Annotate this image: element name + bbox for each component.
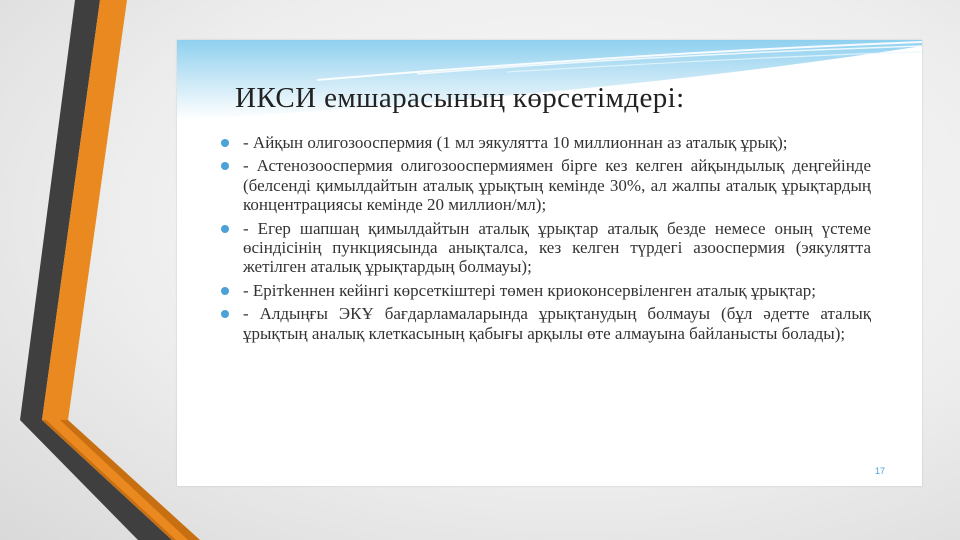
bullet-dot-icon — [221, 287, 229, 295]
list-item — [221, 133, 871, 152]
list-item — [221, 156, 871, 214]
orange-stripe-lower-highlight — [46, 420, 188, 540]
page-number: 17 — [875, 466, 886, 476]
bullet-text: - Астенозооспермия олигозооспермиямен бірге кез келген айқындылық деңгейінде (белсенді қимылдайтын аталық ұрықтың кемінде 30%, ал жалпы аталық ұрықтардың концентрациясы кемінде 20 миллион/мл); — [243, 156, 871, 215]
bullet-dot-icon — [221, 310, 229, 318]
slide — [177, 40, 922, 486]
bullet-dot-icon — [221, 139, 229, 147]
bullet-list — [221, 133, 871, 347]
bullet-text: - Алдыңғы ЭКҰ бағдарламаларында ұрықтанудың болмауы (бұл әдетте аталық ұрықтың аналық клеткасының қабығы арқылы өте алмауына байланысты болады); — [243, 304, 871, 343]
bullet-text: - Егер шапшаң қимылдайтын аталық ұрықтар аталық безде немесе оның үстеме өсіндісінің пункциясында анықталса, кез келген түрдегі азооспермия (эякулятта жетілген аталық ұрықтардың болмауы); — [243, 218, 871, 277]
dark-stripe-lower — [20, 420, 172, 540]
bullet-dot-icon — [221, 225, 229, 233]
list-item — [221, 219, 871, 277]
list-item — [221, 304, 871, 343]
bullet-text: - Ерітkеннен кейінгі көрсеткіштері төмен криоконсервіленген аталық ұрықтар; — [243, 280, 817, 300]
bullet-dot-icon — [221, 162, 229, 170]
list-item — [221, 281, 871, 300]
slide-title: ИКСИ емшарасының көрсетімдері: — [235, 82, 685, 114]
bullet-text: - Айқын олигозооспермия (1 мл эякулятта 10 миллионнан аз аталық ұрық); — [243, 133, 788, 152]
